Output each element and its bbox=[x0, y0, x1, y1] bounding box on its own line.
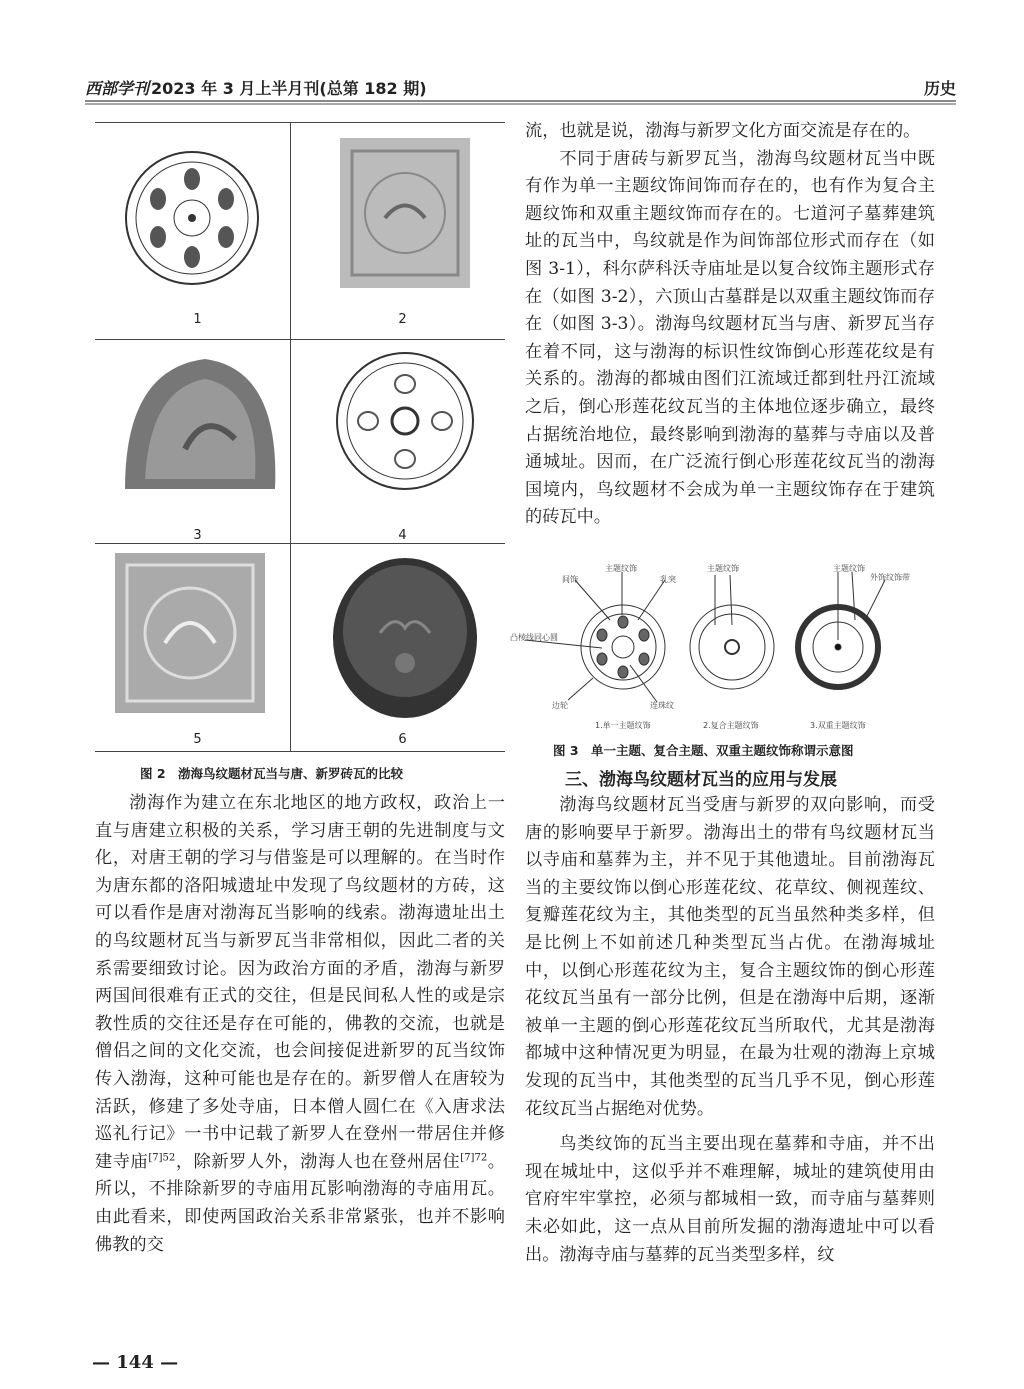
header-rule bbox=[85, 100, 956, 105]
lotus-tile-drawing bbox=[95, 123, 300, 313]
sub-label: 1.单一主题纹饰 bbox=[595, 721, 651, 730]
figure-2-caption: 图 2 渤海鸟纹题材瓦当与唐、新罗砖瓦的比较 bbox=[140, 766, 404, 781]
text-segment: 渤海作为建立在东北地区的地方政权，政治上一直与唐建立积极的关系，学习唐王朝的先进制度与文化，对唐王朝的学习与借鉴是可以理解的。在当时作为唐东都的洛阳城遗址中发现了鸟纹题材的方砖，这可以看作是唐对渤海瓦当影响的线索。渤海遗址出土的鸟纹题材瓦当与新罗瓦当非常相似，因此二者的关系需要细致讨论。因为政治方面的矛盾，渤海与新罗两国间很难有正式的交往，但是民间私人性的或是宗教性质的交往还是存在可能的，佛教的交流，也就是僧侣之间的文化交流，也会间接促进新罗的瓦当纹饰传入渤海，这种可能也是存在的。新罗僧人在唐较为活跃，修建了多处寺庙，日本僧人圆仁在《入唐求法巡礼行记》一书中记载了新罗人在登州一带居住并修建寺庙 bbox=[95, 793, 505, 1172]
section-name: 历史 bbox=[923, 79, 956, 98]
page-number: — 144 — bbox=[92, 1352, 179, 1373]
body-paragraph bbox=[95, 790, 505, 1259]
fig2-panel-2 bbox=[300, 123, 505, 333]
panel-label: 4 bbox=[398, 528, 407, 543]
journal-logo: 西部学刊 bbox=[85, 79, 150, 98]
figure-3-caption: 图 3 单一主题、复合主题、双重主题纹饰称谓示意图 bbox=[553, 743, 854, 758]
body-paragraph: 鸟类纹饰的瓦当主要出现在墓葬和寺庙，并不出现在城址中，这似乎并不难理解，城址的建筑使用由官府牢牢掌控，必须与都城相一致，而寺庙与墓葬则未必如此，这一点从目前所发掘的渤海遗址中可以看出。渤海寺庙与墓葬的瓦当类型多样，纹 bbox=[525, 1134, 935, 1265]
body-paragraph: 不同于唐砖与新罗瓦当，渤海鸟纹题材瓦当中既有作为单一主题纹饰间饰而存在的，也有作为复合主题纹饰和双重主题纹饰而存在的。七道河子墓葬建筑址的瓦当中，鸟纹就是作为间饰部位形式而存在（如图 3-1），科尔萨科沃寺庙址是以复合纹饰主题形式存在（如图 3-2），六顶山古墓群是以双重主题纹饰而存在（如图 3-3）。渤海鸟纹题材瓦当与唐、新罗瓦当存在着不同，这与渤海的标识性纹饰倒心形莲花纹是有关系的。渤海的都城由图们江流域迁都到牡丹江流域之后，倒心形莲花纹瓦当的主体地位逐步确立，最终占据统治地位，最终影响到渤海的墓葬与寺庙以及普通城址。因而，在广泛流行倒心形莲花纹瓦当的渤海国境内，鸟纹题材不会成为单一主题纹饰存在于建筑的砖瓦中。 bbox=[525, 148, 935, 528]
label-lianzhu: 连珠纹 bbox=[650, 701, 674, 710]
label-zhuti: 主题纹饰 bbox=[605, 564, 637, 573]
sub-label: 3.双重主题纹饰 bbox=[810, 721, 866, 730]
sub-label: 2.复合主题纹饰 bbox=[703, 721, 759, 730]
running-header bbox=[85, 74, 956, 100]
panel-label: 5 bbox=[193, 732, 202, 747]
text-segment: ，除新罗人外，渤海人也在登州居住 bbox=[175, 1151, 461, 1172]
right-column-top bbox=[525, 118, 935, 532]
label-zhuti-2: 主题纹饰 bbox=[707, 564, 739, 573]
label-jianshi: 间饰 bbox=[562, 575, 578, 584]
panel-label: 3 bbox=[193, 528, 202, 543]
figure-2 bbox=[95, 122, 505, 752]
right-column-bottom bbox=[525, 792, 935, 1269]
panel-label: 6 bbox=[398, 732, 407, 747]
citation: [7]52 bbox=[148, 1151, 176, 1163]
issue-info: 2023 年 3 月上半月刊(总第 182 期) bbox=[151, 79, 427, 98]
panel-label: 2 bbox=[398, 312, 407, 327]
label-bianlun: 边轮 bbox=[552, 701, 568, 710]
fig2-panel-6 bbox=[300, 543, 505, 753]
tile-diagrams bbox=[510, 560, 930, 740]
text-segment: 。所以，不排除新罗的寺庙用瓦影响渤海的寺庙用瓦。由此看来，即使两国政治关系非常紧张，也并不影响佛教的交 bbox=[95, 1151, 505, 1255]
left-column bbox=[95, 790, 505, 1259]
bird-tile-drawing bbox=[300, 339, 505, 519]
fig2-panel-4 bbox=[300, 339, 505, 549]
label-zhuti-3: 主题纹饰 bbox=[833, 564, 865, 573]
figure-3 bbox=[510, 560, 930, 740]
bird-square-brick-photo bbox=[95, 543, 300, 733]
label-tuleng: 凸棱线同心圆 bbox=[510, 633, 558, 642]
bird-round-tile-photo bbox=[300, 543, 505, 733]
label-rutu: 乳突 bbox=[660, 575, 676, 584]
section-heading: 三、渤海鸟纹题材瓦当的应用与发展 bbox=[565, 770, 837, 790]
citation: [7]72 bbox=[460, 1151, 488, 1163]
fig2-panel-3 bbox=[95, 339, 300, 549]
bird-tile-fragment-photo bbox=[95, 339, 300, 519]
body-paragraph: 渤海鸟纹题材瓦当受唐与新罗的双向影响，而受唐的影响要早于新罗。渤海出土的带有鸟纹题材瓦当以寺庙和墓葬为主，并不见于其他遗址。目前渤海瓦当的主要纹饰以倒心形莲花纹、花草纹、侧视莲纹、复瓣莲花纹为主，其他类型的瓦当虽然种类多样，但是比例上不如前述几种类型瓦当占优。在渤海城址中，以倒心形莲花纹为主，复合主题纹饰的倒心形莲花纹瓦当虽有一部分比例，但是在渤海中后期，逐渐被单一主题的倒心形莲花纹瓦当所取代，尤其是渤海都城中这种情况更为明显，在最为壮观的渤海上京城发现的瓦当中，其他类型的瓦当几乎不见，倒心形莲花纹瓦当占据绝对优势。 bbox=[525, 795, 935, 1119]
fig2-panel-1 bbox=[95, 123, 300, 333]
bird-brick-photo bbox=[300, 123, 505, 313]
body-paragraph: 流，也就是说，渤海与新罗文化方面交流是存在的。 bbox=[525, 121, 921, 141]
fig2-panel-5 bbox=[95, 543, 300, 753]
panel-label: 1 bbox=[193, 312, 202, 327]
label-waishi: 外饰纹饰带 bbox=[870, 573, 910, 582]
